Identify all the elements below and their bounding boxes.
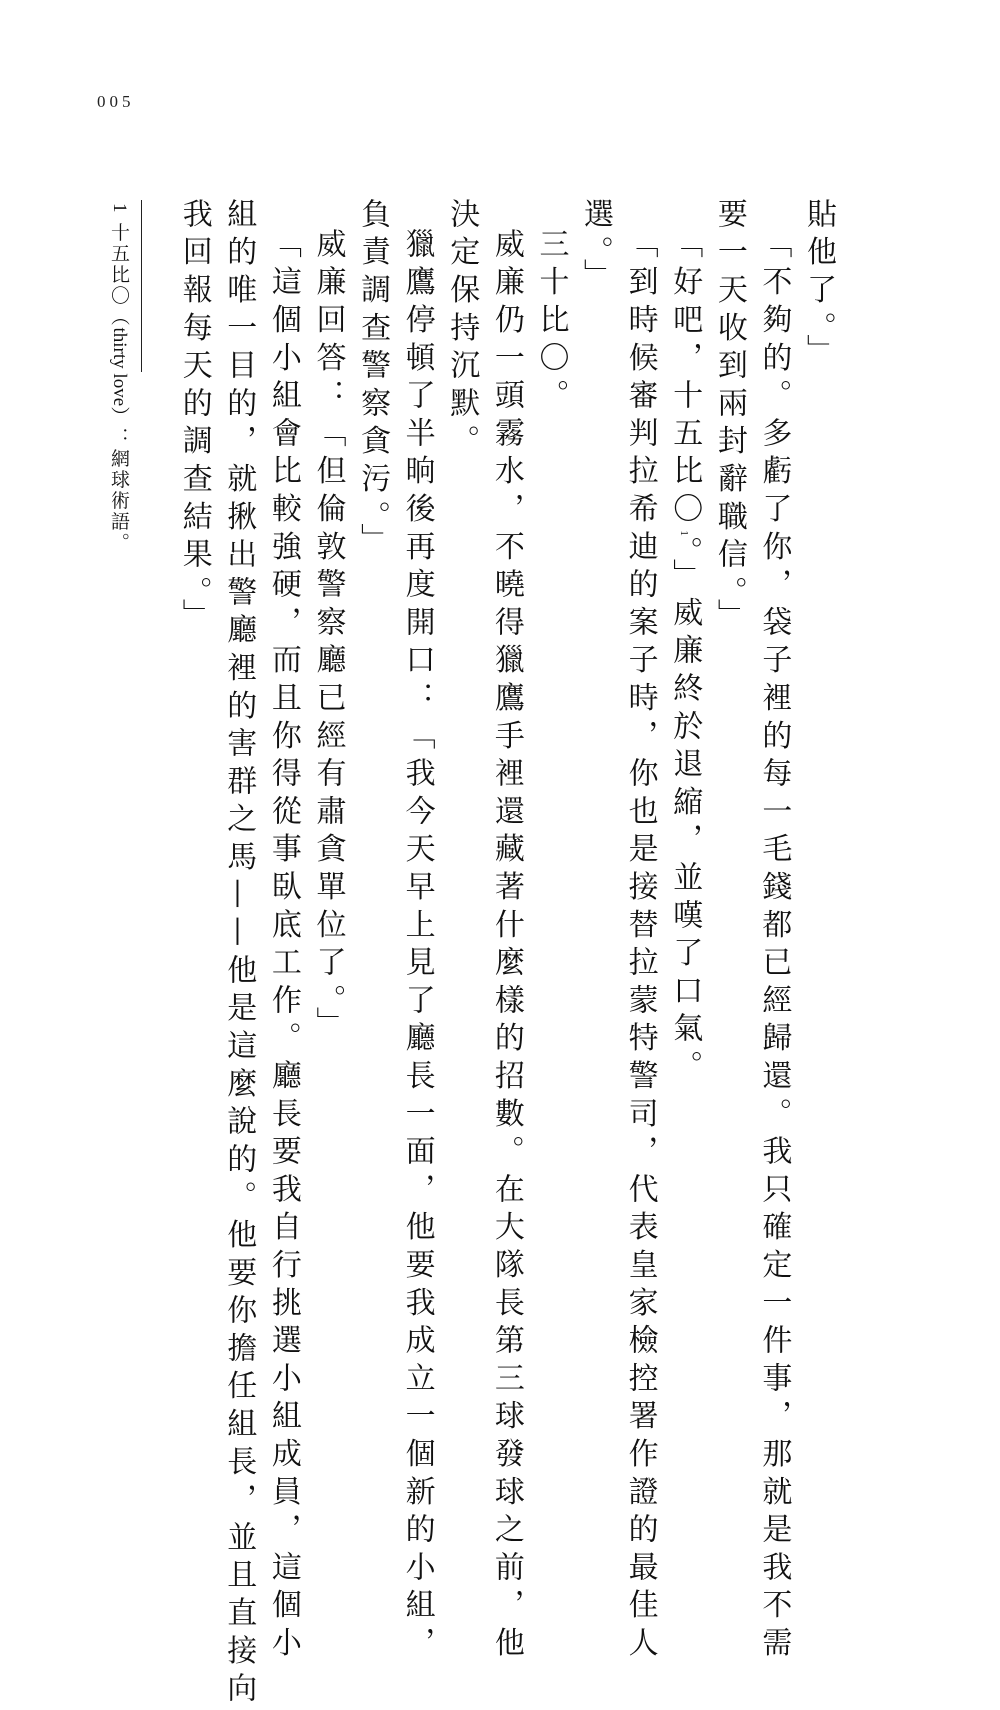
paragraph: 選。」 — [578, 198, 614, 297]
paragraph: 獵鷹停頓了半晌後再度開口：「我今天早上見了廳長一面，他要我成立一個新的小組， — [399, 228, 435, 1665]
paragraph: 我回報每天的調查結果。」 — [176, 198, 212, 637]
paragraph: 組的唯一目的，就揪出警廳裡的害群之馬——他是這麼說的。他要你擔任組長，並且直接向 — [221, 198, 257, 1710]
paragraph — [662, 198, 707, 1308]
footnote-reference: 1 — [678, 530, 691, 536]
paragraph: 威廉仍一頭霧水，不曉得獵鷹手裡還藏著什麼樣的招數。在大隊長第三球發球之前，他 — [488, 228, 524, 1665]
footnote — [104, 203, 134, 603]
paragraph: 威廉回答：「但倫敦警察廳已經有肅貪單位了。」 — [310, 228, 346, 1045]
paragraph: 「這個小組會比較強硬，而且你得從事臥底工作。廳長要我自行挑選小組成員，這個小 — [265, 228, 301, 1665]
footnote-divider — [141, 200, 142, 372]
footnote-latin-term: thirty love — [109, 327, 130, 407]
paragraph: 要一天收到兩封辭職信。」 — [711, 198, 747, 637]
footnote-number: 1 — [109, 203, 130, 213]
paragraph: 貼他了。」 — [801, 198, 836, 372]
footnote-text: ）：網球術語。 — [108, 406, 130, 554]
paragraph: 三十比〇。 — [533, 228, 569, 417]
footnote-text: 十五比〇（ — [108, 222, 130, 328]
body-text — [171, 198, 840, 1710]
paragraph-text: 「好吧，十五比〇 — [667, 228, 703, 531]
paragraph: 「到時候審判拉希迪的案子時，你也是接替拉蒙特警司，代表皇家檢控署作證的最佳人 — [622, 228, 658, 1665]
page-number: 005 — [97, 92, 135, 111]
paragraph-text: 。」威廉終於退縮，並嘆了口氣。 — [667, 535, 703, 1088]
paragraph: 決定保持沉默。 — [444, 198, 480, 463]
paragraph: 負責調查警察貪污。」 — [355, 198, 391, 561]
paragraph: 「不夠的。多虧了你，袋子裡的每一毛錢都已經歸還。我只確定一件事，那就是我不需 — [756, 228, 792, 1665]
